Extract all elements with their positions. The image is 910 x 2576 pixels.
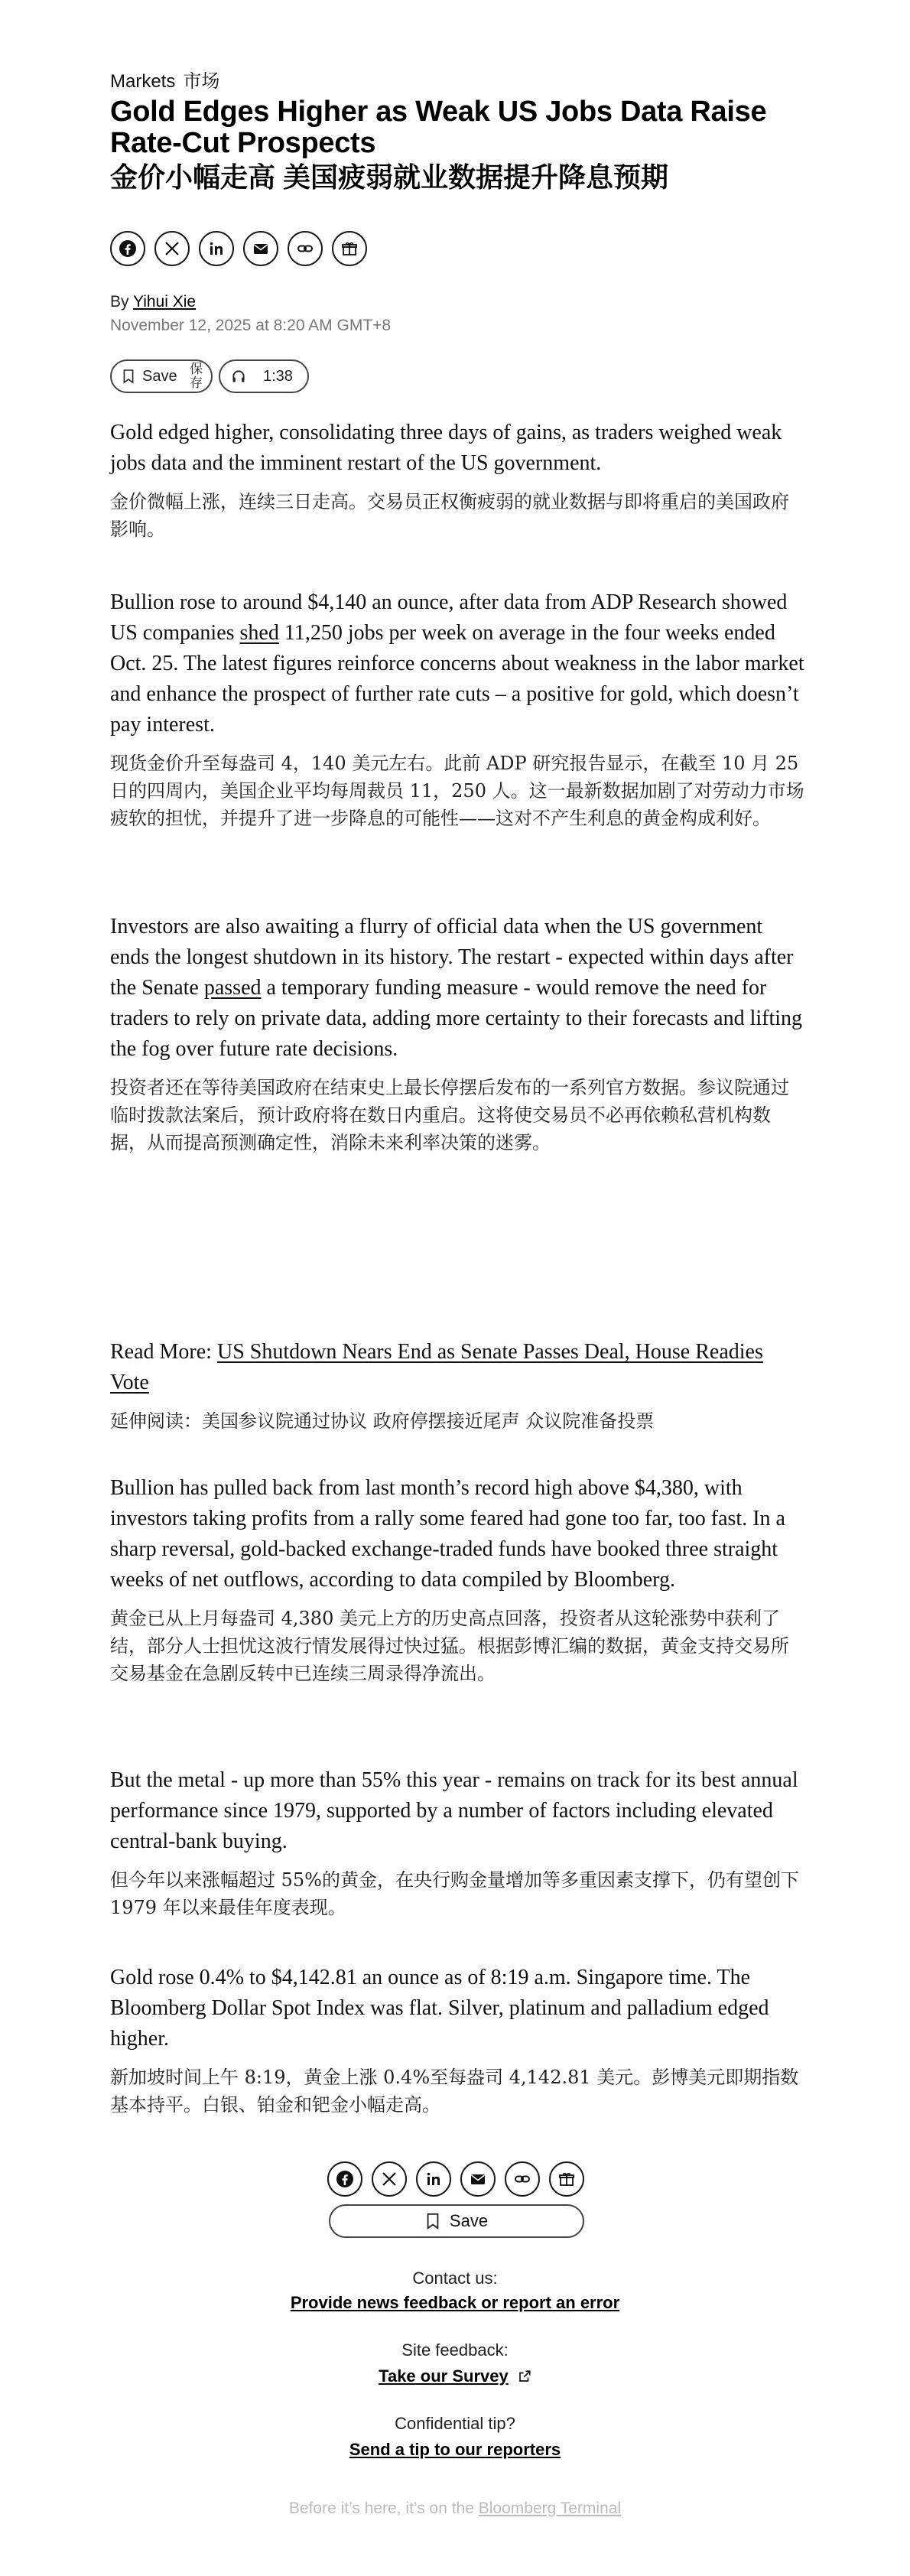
section-label-zh: 市场 — [183, 71, 220, 92]
listen-duration: 1:38 — [263, 367, 293, 385]
read-more-en: Read More: US Shutdown Nears End as Senate Passes Deal, House Readies Vote — [110, 1340, 763, 1394]
gift-icon[interactable] — [549, 2161, 584, 2197]
paragraph-zh: 现货金价升至每盎司 4，140 美元左右。此前 ADP 研究报告显示，在截至 10 月 25 日的四周内，美国企业平均每周裁员 11，250 人。这一最新数据加剧了对劳动力市场疲软的担忧，并提升了进一步降息的可能性——这对不产生利息的黄金构成利好。 — [110, 753, 804, 829]
gift-icon[interactable] — [332, 231, 367, 266]
byline — [110, 293, 806, 311]
byline-prefix: By — [110, 293, 129, 311]
terminal-tagline: Before it’s here, it’s on the Bloomberg Terminal — [288, 2500, 622, 2517]
paragraph-en: Gold edged higher, consolidating three days of gains, as traders weighed weak jobs data and the imminent restart of the US government. — [110, 421, 782, 475]
paragraph-en: But the metal - up more than 55% this year - remains on track for its best annual performance since 1979, supported by a number of factors including elevated central-bank buying. — [110, 1768, 798, 1853]
paragraph-en: Bullion rose to around $4,140 an ounce, after data from ADP Research showed US companies shed 11,250 jobs per week on average in the four weeks ended Oct. 25. The latest figures reinforce concerns about weakness in the labor market and enhance the prospect of further rate cuts – a positive for gold, which doesn’t pay interest. — [110, 590, 804, 737]
shed-link[interactable]: shed — [239, 621, 279, 645]
save-button[interactable] — [110, 359, 213, 393]
site-feedback-label: Site feedback: — [401, 2340, 509, 2360]
paragraph-zh: 金价微幅上涨，连续三日走高。交易员正权衡疲弱的就业数据与即将重启的美国政府影响。 — [110, 491, 789, 540]
paragraph-3 — [110, 912, 806, 1156]
paragraph-1 — [110, 418, 806, 543]
x-icon[interactable] — [154, 231, 190, 266]
save-label-zh: 保存 — [190, 362, 203, 391]
email-icon[interactable] — [243, 231, 278, 266]
paragraph-zh: 但今年以来涨幅超过 55%的黄金，在央行购金量增加等多重因素支撑下，仍有望创下 1979 年以来最佳年度表现。 — [110, 1869, 799, 1918]
link-icon[interactable] — [288, 231, 323, 266]
paragraph-en: Investors are also awaiting a flurry of official data when the US government ends the longest shutdown in its history. The restart - expected within days after the Senate passed a temporary funding measure - would remove the need for traders to rely on private data, adding more certainty to their forecasts and lifting the fog over future rate decisions. — [110, 915, 803, 1061]
read-more — [110, 1337, 806, 1435]
save-label: Save — [142, 367, 177, 385]
paragraph-4 — [110, 1473, 806, 1687]
paragraph-en: Gold rose 0.4% to $4,142.81 an ounce as of 8:19 a.m. Singapore time. The Bloomberg Dollar Spot Index was flat. Silver, platinum and palladium edged higher. — [110, 1966, 769, 2051]
facebook-icon[interactable] — [110, 231, 145, 266]
paragraph-en: Bullion has pulled back from last month’s record high above $4,380, with investors taking profits from a rally some feared had gone too far, too fast. In a sharp reversal, gold-backed exchange-traded funds have booked three straight weeks of net outflows, according to data compiled by Bloomberg. — [110, 1476, 785, 1592]
author-link[interactable]: Yihui Xie — [132, 293, 197, 311]
email-icon[interactable] — [460, 2161, 496, 2197]
external-link-icon — [518, 2369, 531, 2383]
paragraph-2 — [110, 587, 806, 832]
section-kicker — [110, 66, 806, 93]
bookmark-icon — [122, 369, 135, 384]
read-more-link[interactable]: US Shutdown Nears End as Senate Passes Deal, House Readies Vote — [110, 1340, 763, 1394]
paragraph-zh: 新加坡时间上午 8:19，黄金上涨 0.4%至每盎司 4,142.81 美元。彭博美元即期指数基本持平。白银、铂金和钯金小幅走高。 — [110, 2067, 799, 2116]
paragraph-5 — [110, 1765, 806, 1921]
contact-label: Contact us: — [412, 2269, 498, 2288]
feedback-link[interactable]: Provide news feedback or report an error — [290, 2293, 620, 2312]
bookmark-icon — [425, 2213, 440, 2230]
listen-button[interactable] — [219, 359, 309, 393]
tip-label: Confidential tip? — [395, 2414, 515, 2433]
tip-link[interactable]: Send a tip to our reporters — [349, 2440, 561, 2459]
x-icon[interactable] — [372, 2161, 407, 2197]
publish-date: November 12, 2025 at 8:20 AM GMT+8 — [110, 317, 392, 334]
paragraph-6 — [110, 1963, 806, 2119]
paragraph-zh: 黄金已从上月每盎司 4,380 美元上方的历史高点回落，投资者从这轮涨势中获利了结，部分人士担忧这波行情发展得过快过猛。根据彭博汇编的数据，黄金支持交易所交易基金在急剧反转中已连续三周录得净流出。 — [110, 1608, 789, 1684]
paragraph-zh: 投资者还在等待美国政府在结束史上最长停摆后发布的一系列官方数据。参议院通过临时拨款法案后，预计政府将在数日内重启。这将使交易员不必再依赖私营机构数据，从而提高预测确定性，消除未来利率决策的迷雾。 — [110, 1077, 789, 1153]
terminal-link[interactable]: Bloomberg Terminal — [478, 2500, 622, 2517]
facebook-icon[interactable] — [327, 2161, 362, 2197]
headline: Gold Edges Higher as Weak US Jobs Data Raise Rate-Cut Prospects — [110, 96, 767, 159]
survey-link[interactable]: Take our Survey — [379, 2366, 509, 2386]
headphones-icon — [231, 369, 246, 384]
section-link[interactable]: Markets — [110, 71, 176, 92]
save-button-bottom[interactable] — [329, 2204, 584, 2238]
headline-zh: 金价小幅走高 美国疲弱就业数据提升降息预期 — [110, 161, 669, 193]
share-bar-top — [110, 231, 376, 266]
linkedin-icon[interactable] — [199, 231, 234, 266]
read-more-zh: 延伸阅读：美国参议院通过协议 政府停摆接近尾声 众议院准备投票 — [110, 1410, 655, 1432]
share-bar-bottom — [327, 2161, 593, 2197]
passed-link[interactable]: passed — [203, 976, 262, 1000]
save-label: Save — [449, 2211, 489, 2230]
link-icon[interactable] — [505, 2161, 540, 2197]
linkedin-icon[interactable] — [416, 2161, 451, 2197]
